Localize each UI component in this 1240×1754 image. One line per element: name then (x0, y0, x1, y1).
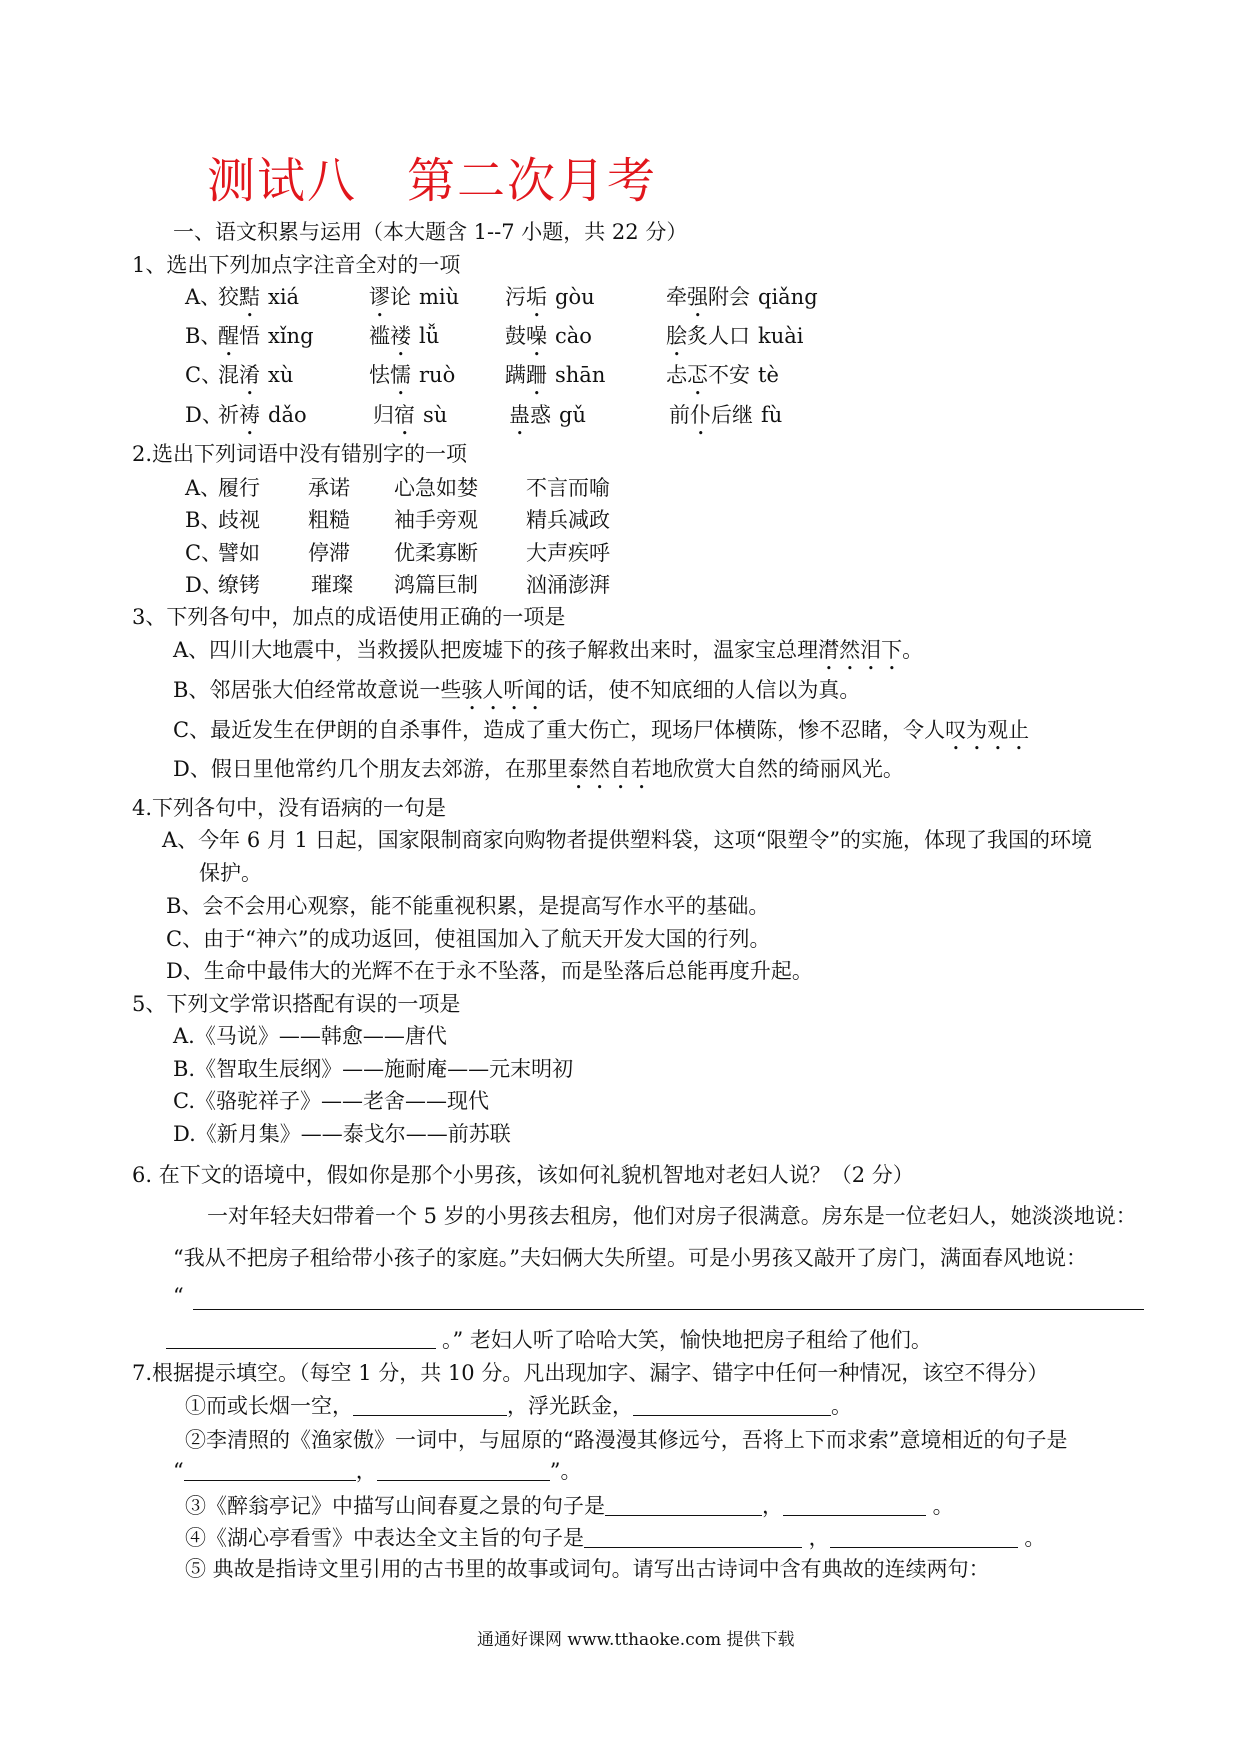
word-item (373, 402, 447, 440)
dotted-char: 淆 (239, 363, 260, 387)
sentence-text: 的话，使不知底细的人信以为真。 (545, 678, 861, 702)
word-item (505, 362, 605, 400)
q3-stem: 3、下列各句中，加点的成语使用正确的一项是 (132, 605, 566, 629)
q5-option-b: B.《智取生辰纲》——施耐庵——元末明初 (173, 1057, 574, 1081)
option-label: A、 (185, 476, 222, 500)
dotted-char: 黠 (239, 285, 260, 309)
q7-item-1 (185, 1393, 852, 1419)
sentence-text: C、最近发生在伊朗的自杀事件，造成了重大伤亡，现场尸体横陈，惨不忍睹，令人 (173, 718, 946, 742)
word-item (218, 284, 299, 322)
sentence-text: 地欣赏大自然的绮丽风光。 (651, 757, 904, 781)
word-item (369, 284, 459, 322)
word-text: 鼓 (505, 324, 526, 348)
q6-passage-line: 一对年轻夫妇带着一个 5 岁的小男孩去租房，他们对房子很满意。房东是一位老妇人，她淡淡地说： (207, 1204, 1137, 1228)
q7-stem: 7.根据提示填空。（每空 1 分，共 10 分。凡出现加字、漏字、错字中任何一种情况，该空不得分） (132, 1361, 1049, 1385)
word: 优柔寡断 (394, 541, 478, 565)
dotted-char: 祷 (239, 403, 260, 427)
answer-blank (184, 1479, 356, 1481)
q1-stem: 1、选出下列加点字注音全对的一项 (132, 253, 461, 277)
word: 袖手旁观 (394, 508, 478, 532)
q7-item-4 (185, 1525, 1045, 1551)
word: 粗糙 (308, 508, 350, 532)
pinyin: gǔ (559, 403, 586, 427)
word-text: 混 (218, 363, 239, 387)
word-item (218, 323, 314, 361)
answer-blank (377, 1479, 550, 1481)
q1-option-d (0, 402, 1240, 428)
word-item (666, 323, 804, 361)
answer-blank (353, 1414, 507, 1416)
pinyin: xǐng (268, 324, 314, 348)
q3-option-d (173, 756, 904, 794)
pinyin: qiǎng (758, 285, 818, 309)
dotted-char: 褛 (390, 324, 411, 348)
word: 不言而喻 (526, 476, 610, 500)
q2-option-b (0, 507, 1240, 533)
item-text: ④《湖心亭看雪》中表达全文主旨的句子是 (185, 1526, 584, 1550)
pinyin: xù (268, 363, 294, 387)
answer-blank (605, 1514, 762, 1516)
dotted-idiom: 泰然自若 (567, 757, 652, 781)
word-text: 褴 (369, 324, 390, 348)
word-text: 怯 (369, 363, 390, 387)
pinyin: fù (761, 403, 783, 427)
q5-option-c: C.《骆驼祥子》——老舍——现代 (173, 1089, 489, 1113)
pinyin: cào (555, 324, 592, 348)
word-text: 牵 (666, 285, 687, 309)
word-text: 归 (373, 403, 394, 427)
q4-option-b: B、会不会用心观察，能不能重视积累，是提高写作水平的基础。 (166, 894, 770, 918)
item-text: ③《醉翁亭记》中描写山间春夏之景的句子是 (185, 1494, 605, 1518)
dotted-char: 脍 (666, 324, 687, 348)
pinyin: ruò (419, 363, 456, 387)
option-label: C、 (185, 541, 223, 565)
option-label: B、 (185, 508, 222, 532)
word-item (218, 362, 293, 400)
q6-passage-line: “我从不把房子租给带小孩子的家庭。”夫妇俩大失所望。可是小男孩又敲开了房门，满面春风地说： (173, 1246, 1087, 1270)
word-text: 蹒 (505, 363, 526, 387)
q2-option-d (0, 572, 1240, 598)
word: 汹涌澎湃 (526, 573, 610, 597)
item-text: ”。 (549, 1459, 582, 1483)
pinyin: kuài (758, 324, 804, 348)
dotted-char: 仆 (690, 403, 711, 427)
word-text: 污 (505, 285, 526, 309)
word-text: 后继 (711, 403, 753, 427)
word-item (218, 402, 307, 440)
word-text: 忐 (666, 363, 687, 387)
dotted-char: 垢 (526, 285, 547, 309)
dotted-char: 宿 (394, 403, 415, 427)
option-label: A、 (185, 285, 222, 309)
item-text: ①而或长烟一空， (185, 1394, 353, 1418)
sentence-text: D、假日里他常约几个朋友去郊游，在那里 (173, 757, 568, 781)
pinyin: dǎo (268, 403, 307, 427)
item-text: 。 (926, 1494, 954, 1518)
q1-option-a (0, 284, 1240, 310)
word-item (509, 402, 586, 440)
q3-option-c (173, 717, 1029, 755)
q4-option-a-continued: 保护。 (199, 861, 262, 885)
q5-stem: 5、下列文学常识搭配有误的一项是 (132, 992, 461, 1016)
word-text: 炙人口 (687, 324, 750, 348)
word-item (505, 323, 592, 361)
word-item (369, 362, 455, 400)
pinyin: gòu (555, 285, 595, 309)
pinyin: miù (419, 285, 460, 309)
dotted-char: 强 (687, 285, 708, 309)
sentence-text: 。 (902, 638, 924, 662)
page-title: 测试八 第二次月考 (207, 153, 658, 209)
q5-option-a: A.《马说》——韩愈——唐代 (173, 1024, 447, 1048)
dotted-idiom: 潸然泪下 (818, 638, 903, 662)
option-label: C、 (185, 363, 223, 387)
word-text: 论 (390, 285, 411, 309)
q6-closing-text: 。” 老妇人听了哈哈大笑，愉快地把房子租给了他们。 (442, 1328, 932, 1352)
word-item (369, 323, 439, 361)
word: 停滞 (308, 541, 350, 565)
footer-source: 通通好课网 www.tthaoke.com 提供下载 (477, 1630, 795, 1650)
word: 履行 (218, 476, 260, 500)
item-text: ， (762, 1494, 783, 1518)
q6-stem: 6. 在下文的语境中，假如你是那个小男孩，该如何礼貌机智地对老妇人说？（2 分） (132, 1163, 914, 1187)
q3-option-b (173, 677, 860, 715)
item-text: 。 (831, 1394, 852, 1418)
word-item (666, 362, 779, 400)
q1-option-c (0, 362, 1240, 388)
item-text: 。 (1017, 1526, 1046, 1550)
word-item (505, 284, 595, 322)
item-text: ， (355, 1459, 377, 1483)
q4-option-d: D、生命中最伟大的光辉不在于永不坠落，而是坠落后总能再度升起。 (166, 959, 813, 983)
answer-blank (166, 1348, 436, 1349)
q7-item-3 (185, 1493, 954, 1519)
q4-option-c: C、由于“神六”的成功返回，使祖国加入了航天开发大国的行列。 (166, 927, 771, 951)
word-item (669, 402, 782, 440)
q4-option-a: A、今年 6 月 1 日起，国家限制商家向购物者提供塑料袋，这项“限塑令”的实施，体现了我国的环境 (162, 828, 1093, 852)
word-text: 祈 (218, 403, 239, 427)
option-label: B、 (185, 324, 222, 348)
q6-open-quote: “ (173, 1284, 184, 1308)
item-text: “ (173, 1459, 184, 1483)
word: 歧视 (218, 508, 260, 532)
word-text: 悟 (239, 324, 260, 348)
q2-stem: 2.选出下列词语中没有错别字的一项 (132, 442, 468, 466)
q4-stem: 4.下列各句中，没有语病的一句是 (132, 796, 447, 820)
section-heading: 一、语文积累与运用（本大题含 1--7 小题，共 22 分） (173, 220, 688, 244)
word-text: 惑 (530, 403, 551, 427)
pinyin: shān (555, 363, 606, 387)
option-label: D、 (185, 403, 223, 427)
dotted-char: 跚 (526, 363, 547, 387)
q2-option-a (0, 475, 1240, 501)
answer-blank (830, 1546, 1018, 1548)
q7-item-5: ⑤ 典故是指诗文里引用的古书里的故事或词句。请写出古诗词中含有典故的连续两句： (185, 1557, 990, 1581)
dotted-char: 谬 (369, 285, 390, 309)
pinyin: lǚ (419, 324, 440, 348)
word: 缭铐 (218, 573, 260, 597)
option-label: D、 (185, 573, 223, 597)
q1-option-b (0, 323, 1240, 349)
q7-item-2-answer (173, 1458, 582, 1484)
word-text: 不安 (708, 363, 750, 387)
dotted-char: 蛊 (509, 403, 530, 427)
answer-blank (193, 1309, 1144, 1310)
answer-blank (633, 1414, 831, 1416)
word-text: 附会 (708, 285, 750, 309)
answer-blank (783, 1514, 926, 1516)
q7-item-2-prompt: ②李清照的《渔家傲》一词中，与屈原的“路漫漫其修远兮，吾将上下而求索”意境相近的句子是 (185, 1428, 1068, 1452)
item-text: ，浮光跃金， (507, 1394, 633, 1418)
word: 承诺 (308, 476, 350, 500)
word-item (666, 284, 818, 322)
word: 心急如婪 (394, 476, 478, 500)
word-text: 前 (669, 403, 690, 427)
sentence-text: A、四川大地震中，当救援队把废墟下的孩子解救出来时，温家宝总理 (173, 638, 819, 662)
word: 譬如 (218, 541, 260, 565)
word: 鸿篇巨制 (394, 573, 478, 597)
dotted-char: 懦 (390, 363, 411, 387)
item-text: ， (802, 1526, 830, 1550)
dotted-char: 忑 (687, 363, 708, 387)
pinyin: tè (758, 363, 779, 387)
word: 璀璨 (311, 573, 353, 597)
dotted-idiom: 叹为观止 (945, 718, 1030, 742)
answer-blank (584, 1546, 802, 1548)
sentence-text: B、邻居张大伯经常故意说一些 (173, 678, 462, 702)
word: 大声疾呼 (526, 541, 610, 565)
word-text: 狡 (218, 285, 239, 309)
pinyin: sù (423, 403, 448, 427)
word: 精兵减政 (526, 508, 610, 532)
q2-option-c (0, 540, 1240, 566)
dotted-char: 醒 (218, 324, 239, 348)
dotted-idiom: 骇人听闻 (461, 678, 546, 702)
dotted-char: 噪 (526, 324, 547, 348)
pinyin: xiá (268, 285, 300, 309)
q3-option-a (173, 637, 923, 675)
q5-option-d: D.《新月集》——泰戈尔——前苏联 (173, 1122, 511, 1146)
